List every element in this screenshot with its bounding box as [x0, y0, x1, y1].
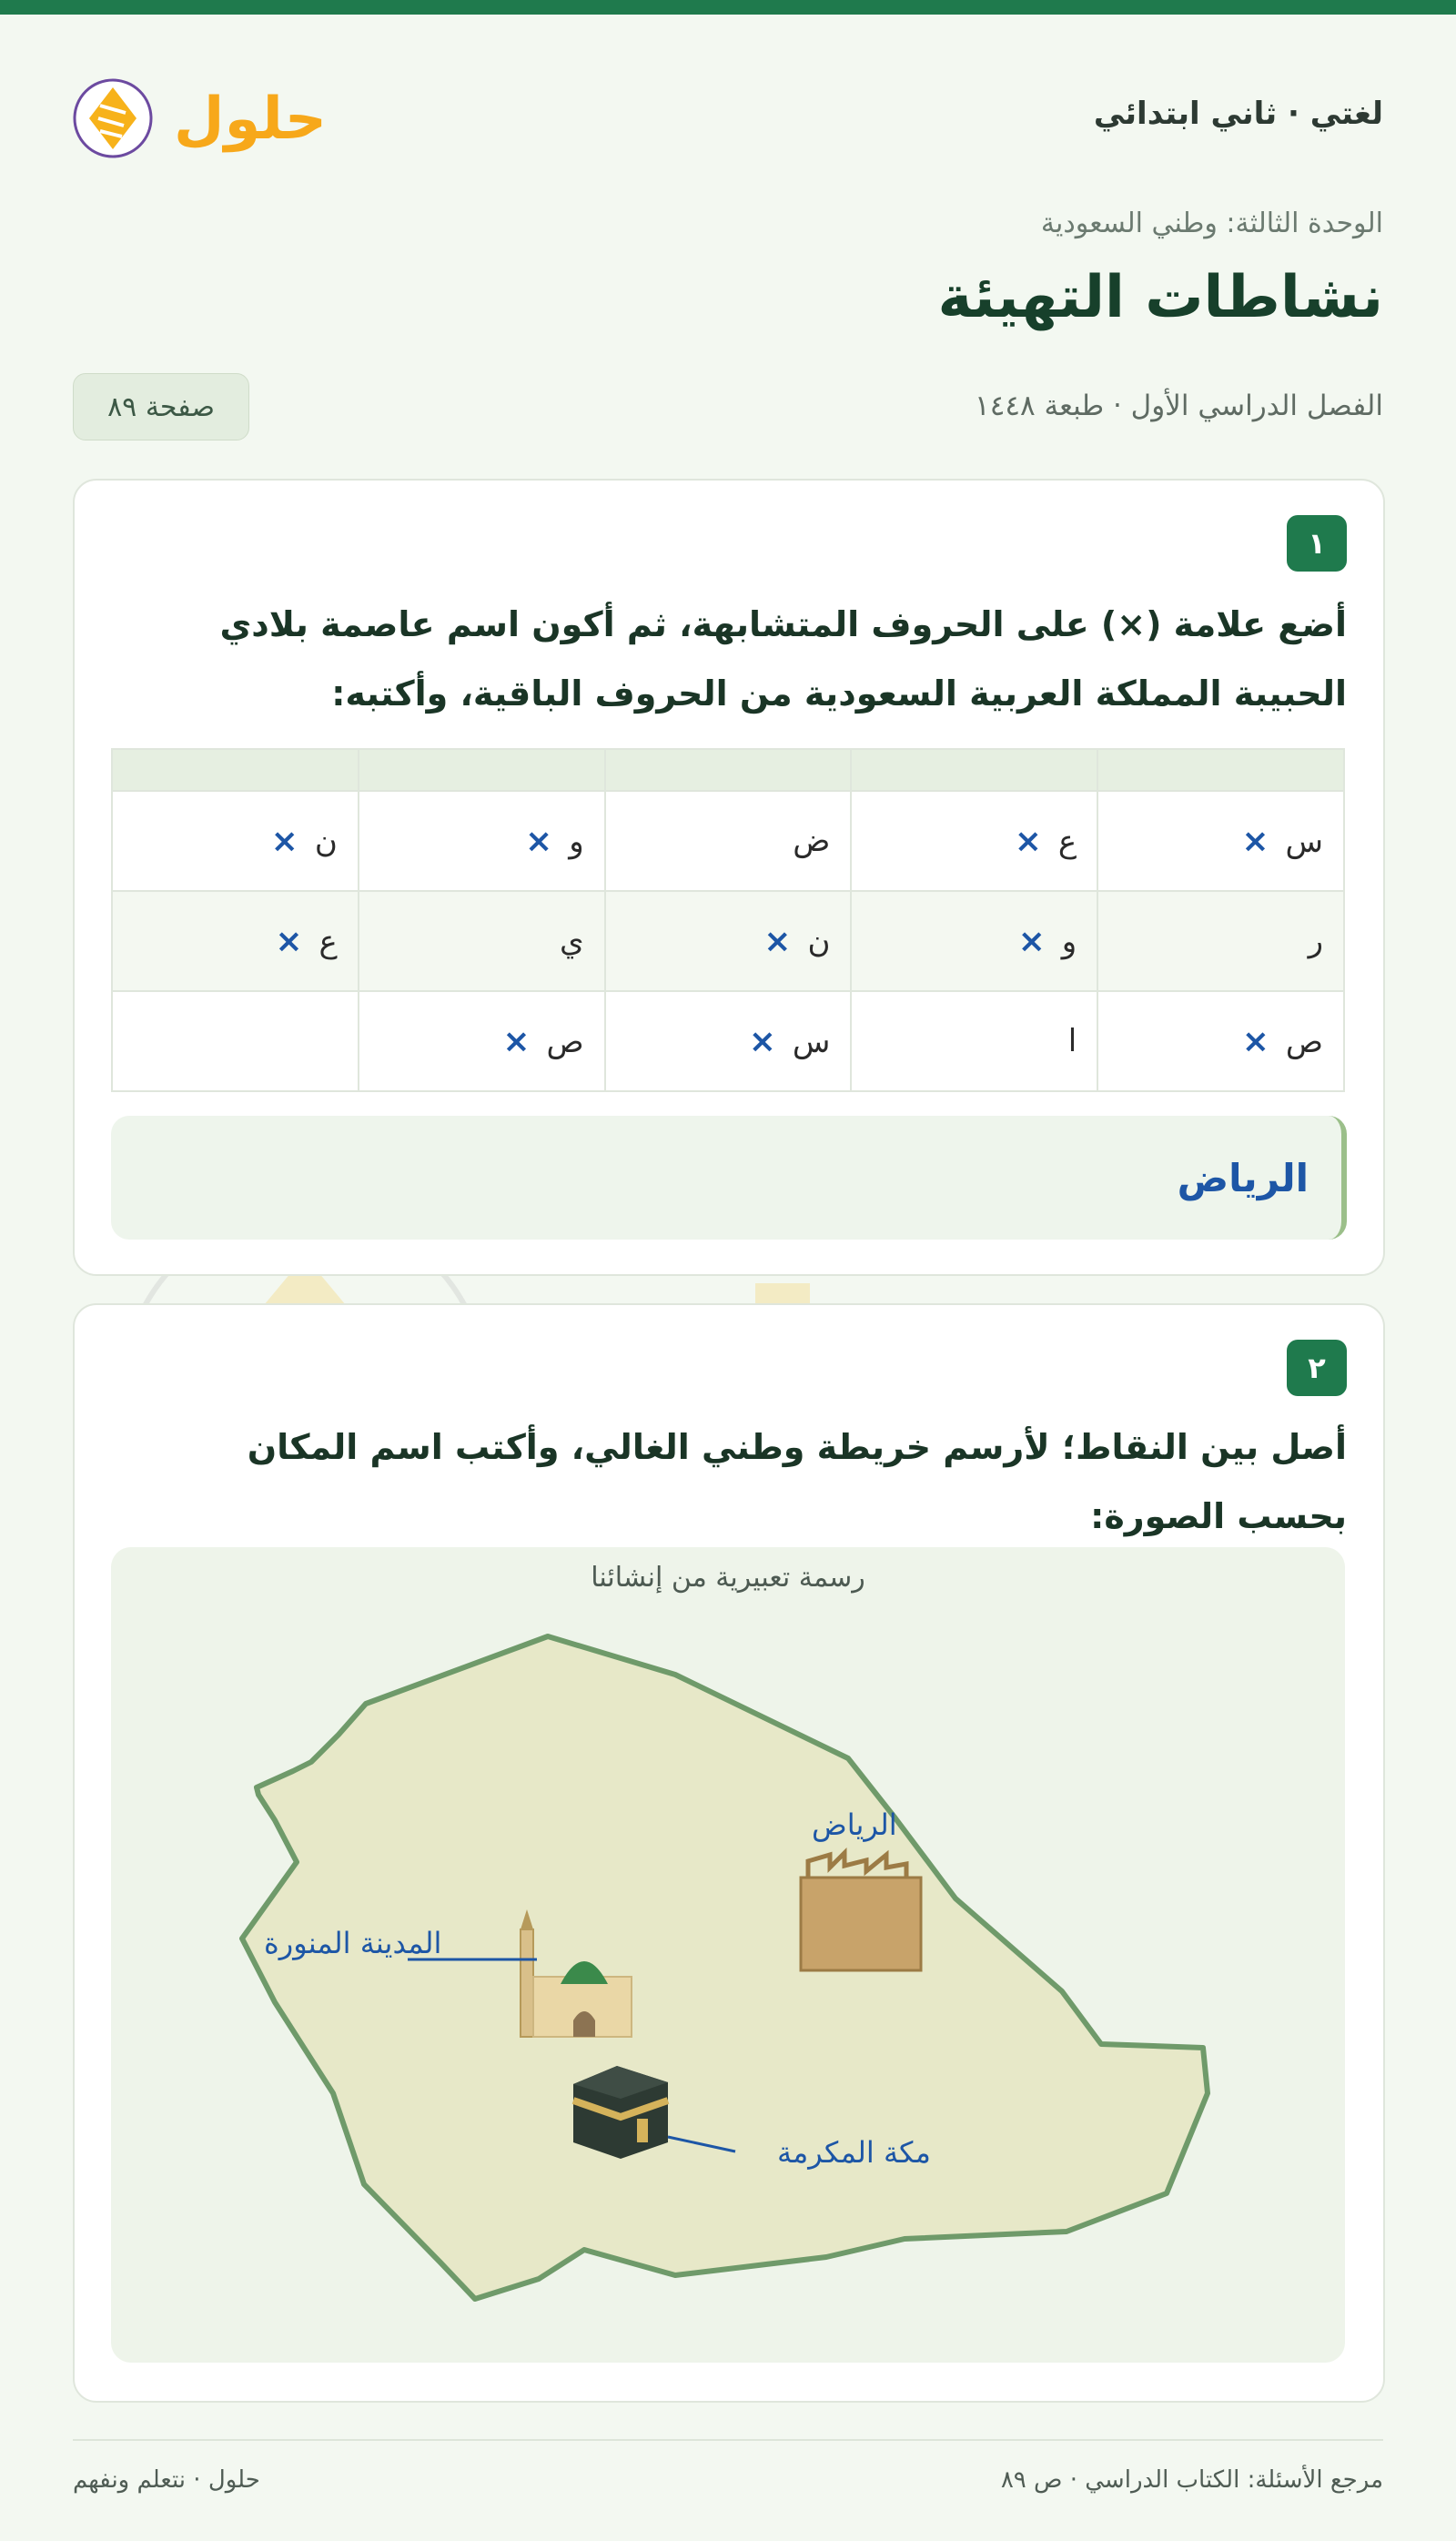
letter: س: [792, 1023, 831, 1060]
letter-cell: [851, 891, 1097, 991]
letter: ن: [807, 923, 831, 960]
subject-title: لغتي · ثاني ابتدائي: [1093, 96, 1383, 132]
letter-cell: [1097, 991, 1344, 1091]
cross-mark-icon: ×: [763, 922, 792, 960]
footer-tagline: حلول · نتعلم ونفهم: [73, 2466, 260, 2494]
table-row: [112, 991, 1344, 1091]
letter-cell: [851, 791, 1097, 891]
question-number-badge: ٢: [1287, 1340, 1347, 1396]
letter: ص: [1285, 1023, 1323, 1060]
answer-box: [111, 1116, 1347, 1240]
question-text: أضع علامة (×) على الحروف المتشابهة، ثم أكون اسم عاصمة بلادي الحبيبة المملكة العربية السعودية من الحروف الباقية، وأكتبه:: [219, 604, 1347, 714]
letter-cell: [112, 891, 359, 991]
footer-divider: [73, 2439, 1383, 2441]
letter-cell: [1097, 791, 1344, 891]
question-card-1: [73, 479, 1385, 1276]
top-accent-bar: [0, 0, 1456, 15]
letter-cell: [605, 891, 852, 991]
letter: و: [1061, 923, 1077, 960]
cross-mark-icon: ×: [525, 822, 553, 860]
place-label-riyadh: الرياض: [812, 1807, 897, 1842]
letter: ا: [1067, 1023, 1077, 1059]
question-text: أصل بين النقاط؛ لأرسم خريطة وطني الغالي، وأكتب اسم المكان بحسب الصورة:: [247, 1427, 1347, 1536]
letter: ع: [1057, 823, 1077, 860]
cross-mark-icon: ×: [1241, 822, 1269, 860]
letter: ر: [1308, 923, 1323, 959]
cross-mark-icon: ×: [1014, 822, 1042, 860]
table-header-row: [112, 749, 1344, 791]
table-row: [112, 891, 1344, 991]
letter: س: [1285, 823, 1323, 860]
letter: ع: [318, 923, 338, 960]
letter: و: [569, 823, 584, 860]
place-label-makkah: مكة المكرمة: [777, 2135, 931, 2170]
table-header-cell: [112, 749, 359, 791]
letters-table: [111, 748, 1345, 1092]
question-card-2: [73, 1303, 1385, 2403]
cross-mark-icon: ×: [270, 822, 298, 860]
letter-cell: [1097, 891, 1344, 991]
cross-mark-icon: ×: [275, 922, 303, 960]
letter-cell: [359, 891, 605, 991]
hulul-logo-icon: [73, 73, 337, 164]
saudi-map-outline: [242, 1636, 1208, 2299]
letter-cell: [112, 791, 359, 891]
letter: ض: [793, 823, 831, 859]
letter: ي: [559, 923, 584, 959]
question-number-badge: ١: [1287, 515, 1347, 572]
table-row: [112, 791, 1344, 891]
kaaba-icon: [573, 2066, 668, 2159]
table-header-cell: [359, 749, 605, 791]
letter-cell: [605, 991, 852, 1091]
cross-mark-icon: ×: [748, 1022, 776, 1060]
letter-cell: [112, 991, 359, 1091]
logo-text: حلول: [174, 86, 327, 153]
letter-cell: [851, 991, 1097, 1091]
table-header-cell: [851, 749, 1097, 791]
unit-label: الوحدة الثالثة: وطني السعودية: [1040, 208, 1383, 239]
letter: ص: [546, 1023, 584, 1060]
place-label-madinah: المدينة المنورة: [264, 1926, 442, 1960]
semester-edition: الفصل الدراسي الأول · طبعة ١٤٤٨: [975, 390, 1383, 422]
saudi-map-illustration: [111, 1547, 1345, 2363]
table-header-cell: [1097, 749, 1344, 791]
cross-mark-icon: ×: [502, 1022, 531, 1060]
page-number-badge: صفحة ٨٩: [73, 373, 249, 440]
page-title: نشاطات التهيئة: [937, 264, 1383, 331]
cross-mark-icon: ×: [1017, 922, 1046, 960]
page-header: [73, 55, 1383, 173]
letter: ن: [314, 823, 338, 860]
footer-source: مرجع الأسئلة: الكتاب الدراسي · ص ٨٩: [1000, 2466, 1383, 2494]
map-caption: رسمة تعبيرية من إنشائنا: [591, 1562, 865, 1594]
letter-cell: [359, 791, 605, 891]
cross-mark-icon: ×: [1241, 1022, 1269, 1060]
letter-cell: [605, 791, 852, 891]
answer-text: الرياض: [1177, 1155, 1309, 1200]
letter-cell: [359, 991, 605, 1091]
table-header-cell: [605, 749, 852, 791]
